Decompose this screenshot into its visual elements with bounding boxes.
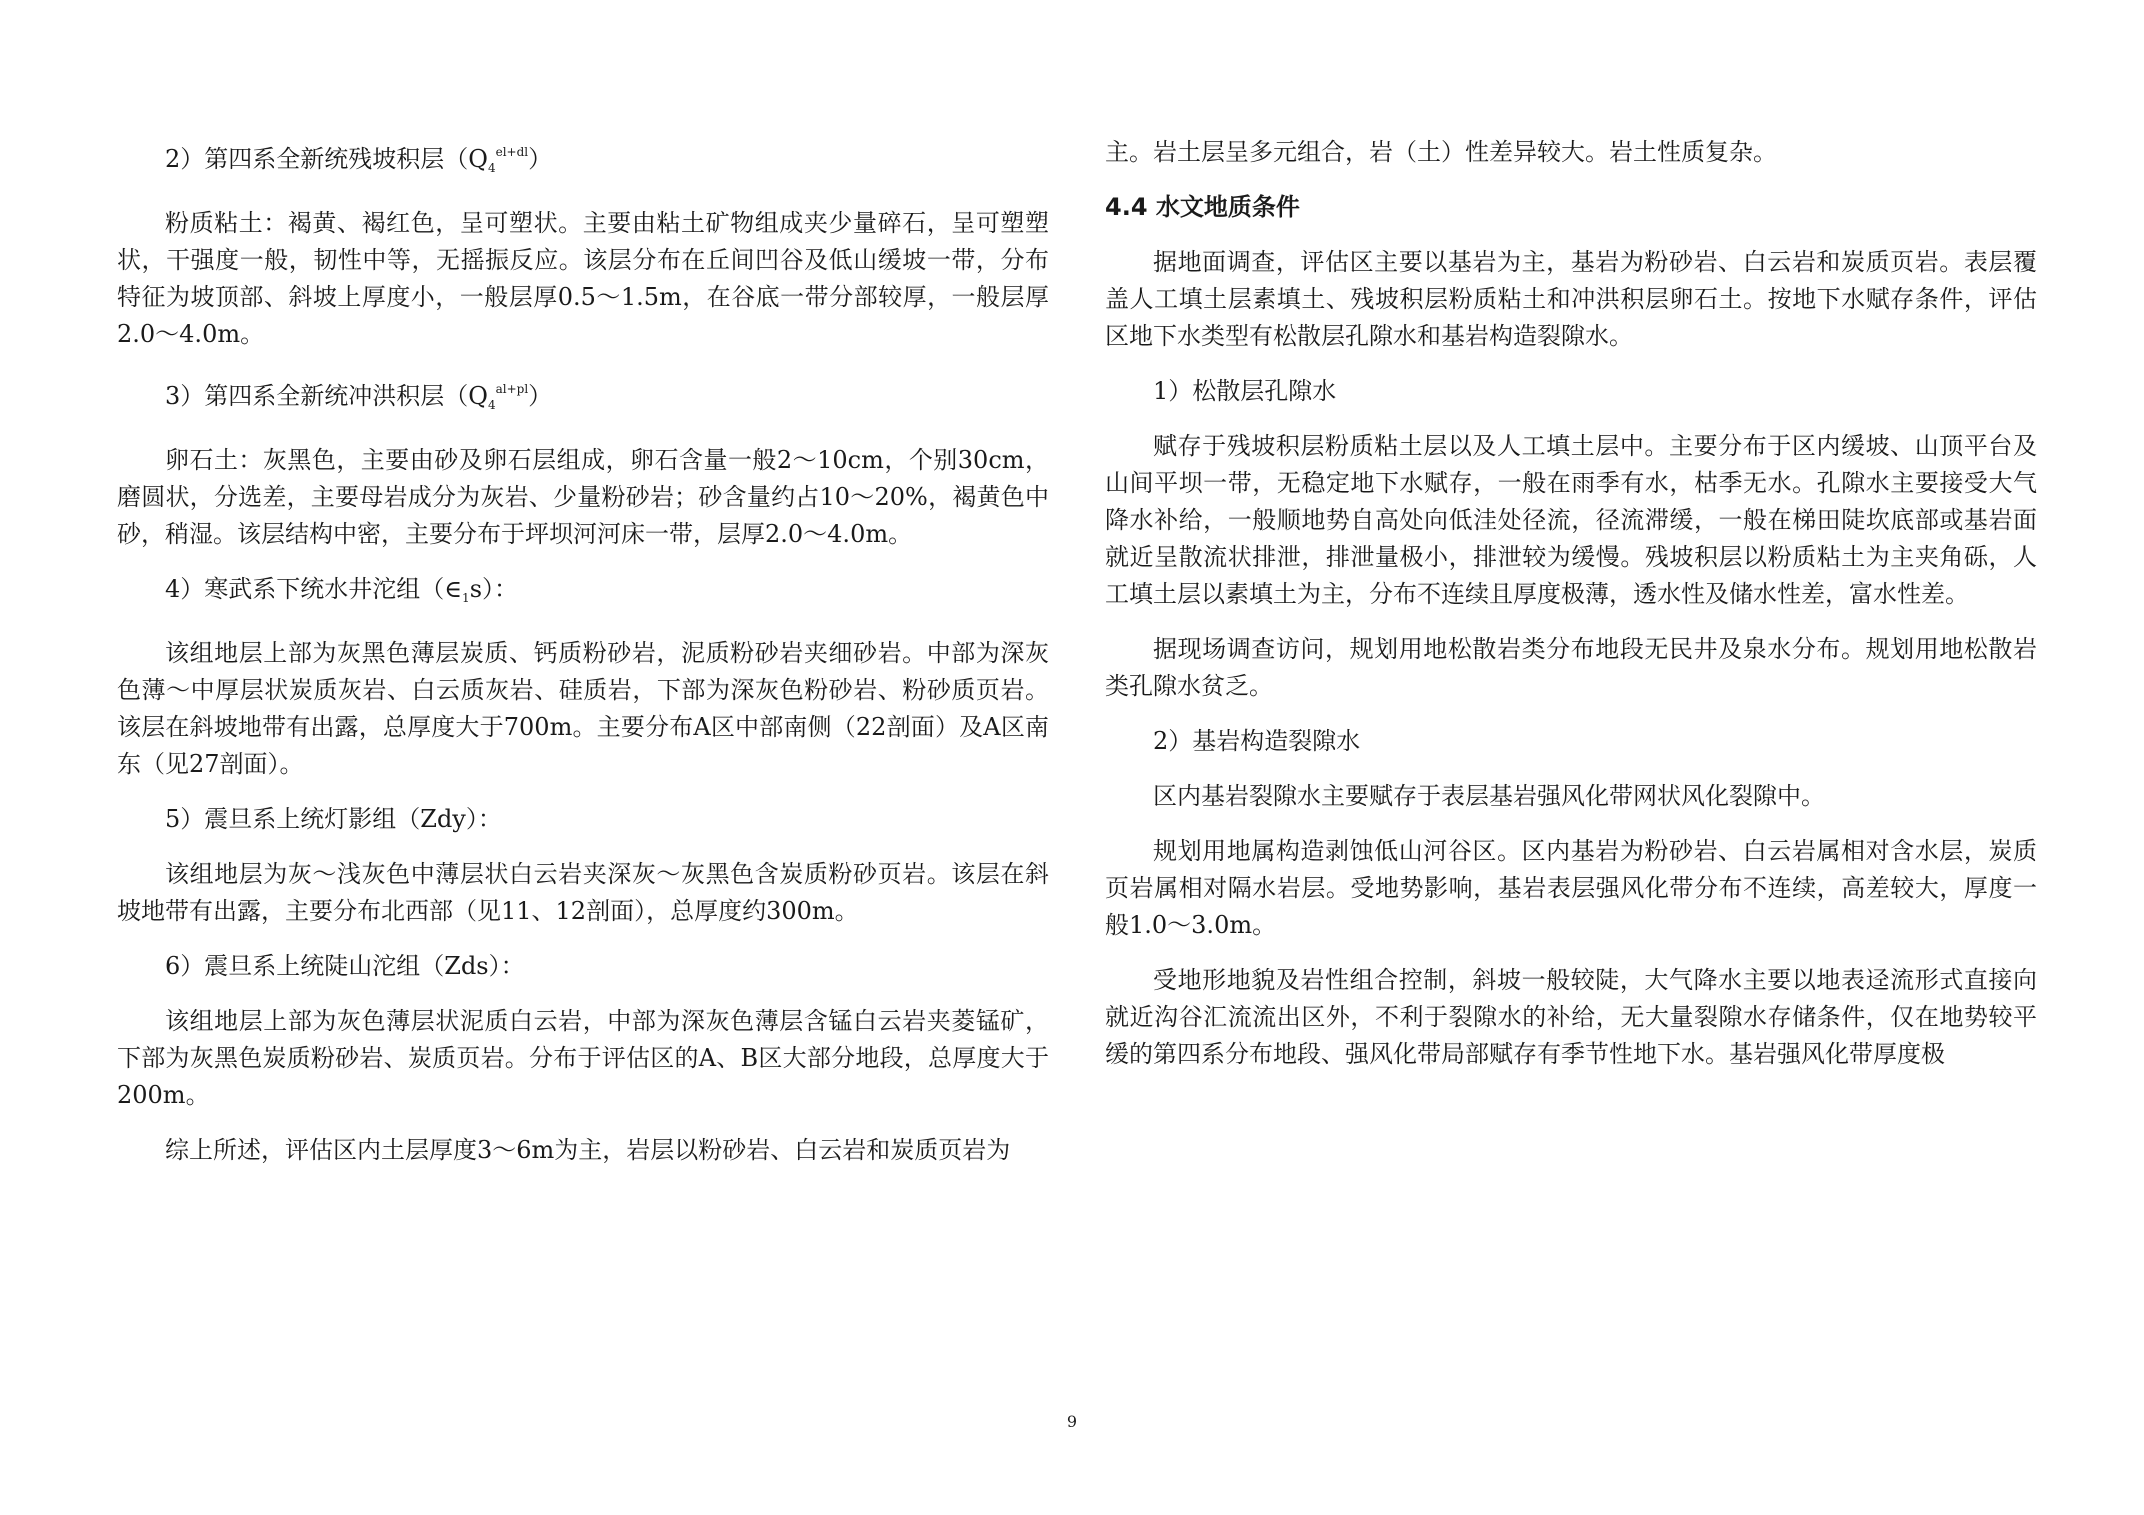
paragraph-dengying: 该组地层为灰～浅灰色中薄层状白云岩夹深灰～灰黑色含炭质粉砂页岩。该层在斜坡地带有出露，主要分布北西部（见11、12剖面），总厚度约300m。 — [117, 860, 1049, 925]
paragraph-doushantuo: 该组地层上部为灰色薄层状泥质白云岩，中部为深灰色薄层含锰白云岩夹菱锰矿，下部为灰黑色炭质粉砂岩、炭质页岩。分布于评估区的A、B区大部分地段，总厚度大于200m。 — [117, 1007, 1049, 1109]
paragraph-fissure-location: 区内基岩裂隙水主要赋存于表层基岩强风化带网状风化裂隙中。 — [1153, 782, 1825, 810]
section-heading-hydrogeology: 4.4 水文地质条件 — [1105, 193, 1300, 221]
paragraph-fissure-aquifer: 规划用地属构造剥蚀低山河谷区。区内基岩为粉砂岩、白云岩属相对含水层，炭质页岩属相对隔水岩层。受地势影响，基岩表层强风化带分布不连续，高差较大，厚度一般1.0～3.0m。 — [1105, 837, 2037, 939]
page-number: 9 — [1066, 1412, 1078, 1431]
paragraph-summary-continued: 主。岩土层呈多元组合，岩（土）性差异较大。岩土性质复杂。 — [1105, 138, 1777, 166]
heading-quaternary-residual: 2）第四系全新统残坡积层$(Q_4^{el+dl})$ — [165, 145, 553, 175]
heading-pore-water: 1）松散层孔隙水 — [1153, 377, 1337, 405]
paragraph-silty-clay: 粉质粘土：褐黄、褐红色，呈可塑状。主要由粘土矿物组成夹少量碎石，呈可塑塑状，干强度一般，韧性中等，无摇振反应。该层分布在丘间凹谷及低山缓坡一带，分布特征为坡顶部、斜坡上厚度小，一般层厚0.5～1.5m，在谷底一带分部较厚，一般层厚2.0～4.0m。 — [117, 209, 1049, 348]
paragraph-summary: 综上所述，评估区内土层厚度3～6m为主，岩层以粉砂岩、白云岩和炭质页岩为 — [165, 1136, 1011, 1164]
heading-sinian-doushantuo: 6）震旦系上统陡山沱组（Zds）： — [165, 952, 525, 980]
paragraph-pore-water: 赋存于残坡积层粉质粘土层以及人工填土层中。主要分布于区内缓坡、山顶平台及山间平坝一带，无稳定地下水赋存，一般在雨季有水，枯季无水。孔隙水主要接受大气降水补给，一般顺地势自高处向低洼处径流，径流滞缓，一般在梯田陡坎底部或基岩面就近呈散流状排泄，排泄量极小，排泄较为缓慢。残坡积层以粉质粘土为主夹角砾，人工填土层以素填土为主，分布不连续且厚度极薄，透水性及储水性差，富水性差。 — [1105, 432, 2037, 608]
right-column — [1105, 134, 2037, 1091]
left-column — [117, 134, 1049, 1187]
heading-sinian-dengying: 5）震旦系上统灯影组（Zdy）： — [165, 805, 502, 833]
paragraph-pore-water-survey: 据现场调查访问，规划用地松散岩类分布地段无民井及泉水分布。规划用地松散岩类孔隙水贫乏。 — [1105, 635, 2037, 700]
paragraph-fissure-recharge: 受地形地貌及岩性组合控制，斜坡一般较陡，大气降水主要以地表迳流形式直接向就近沟谷汇流流出区外，不利于裂隙水的补给，无大量裂隙水存储条件，仅在地势较平缓的第四系分布地段、强风化带局部赋存有季节性地下水。基岩强风化带厚度极 — [1105, 966, 2037, 1068]
paragraph-pebble-soil: 卵石土：灰黑色，主要由砂及卵石层组成，卵石含量一般2～10cm，个别30cm，磨圆状，分选差，主要母岩成分为灰岩、少量粉砂岩；砂含量约占10～20%，褐黄色中砂，稍湿。该层结构中密，主要分布于坪坝河河床一带，层厚2.0～4.0m。 — [117, 446, 1049, 548]
heading-quaternary-alluvial: 3）第四系全新统冲洪积层$(Q_4^{al+pl})$ — [165, 382, 553, 412]
paragraph-hydro-overview: 据地面调查，评估区主要以基岩为主，基岩为粉砂岩、白云岩和炭质页岩。表层覆盖人工填土层素填土、残坡积层粉质粘土和冲洪积层卵石土。按地下水赋存条件，评估区地下水类型有松散层孔隙水和基岩构造裂隙水。 — [1105, 248, 2037, 350]
heading-fissure-water: 2）基岩构造裂隙水 — [1153, 727, 1361, 755]
heading-cambrian-shuijingtuo: 4）寒武系下统水井沱组$(\in_1s)$： — [165, 575, 519, 605]
paragraph-shuijingtuo: 该组地层上部为灰黑色薄层炭质、钙质粉砂岩，泥质粉砂岩夹细砂岩。中部为深灰色薄～中厚层状炭质灰岩、白云质灰岩、硅质岩，下部为深灰色粉砂岩、粉砂质页岩。该层在斜坡地带有出露，总厚度大于700m。主要分布A区中部南侧（22剖面）及A区南东（见27剖面）。 — [117, 639, 1049, 778]
